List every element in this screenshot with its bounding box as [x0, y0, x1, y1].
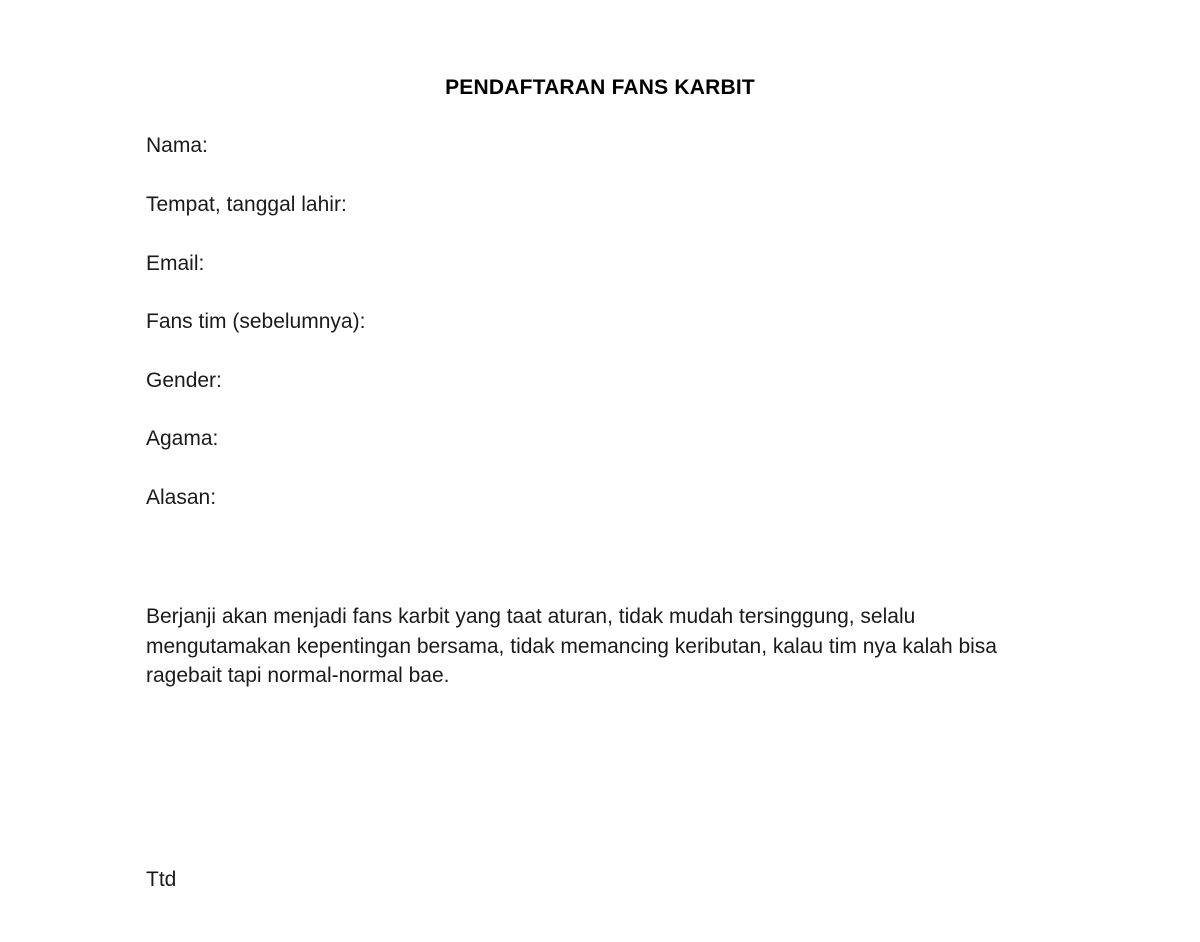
- field-ttl-label: Tempat, tanggal lahir:: [146, 193, 347, 216]
- field-nama-label: Nama:: [146, 134, 208, 157]
- field-alasan-label: Alasan:: [146, 486, 217, 509]
- field-email-label: Email:: [146, 252, 205, 275]
- field-gender-label: Gender:: [146, 369, 222, 392]
- field-agama-label: Agama:: [146, 427, 219, 450]
- pledge-line: mengutamakan kepentingan bersama, tidak memancing keributan, kalau tim nya kalah bisa: [146, 634, 997, 658]
- pledge-line: Berjanji akan menjadi fans karbit yang taat aturan, tidak mudah tersinggung, selalu: [146, 605, 916, 628]
- field-fans-tim-label: Fans tim (sebelumnya):: [146, 310, 366, 333]
- pledge-line: ragebait tapi normal-normal bae.: [146, 664, 450, 687]
- signature-label: Ttd: [146, 868, 177, 891]
- pledge-paragraph: [146, 602, 1076, 691]
- form-title: PENDAFTARAN FANS KARBIT: [445, 76, 755, 99]
